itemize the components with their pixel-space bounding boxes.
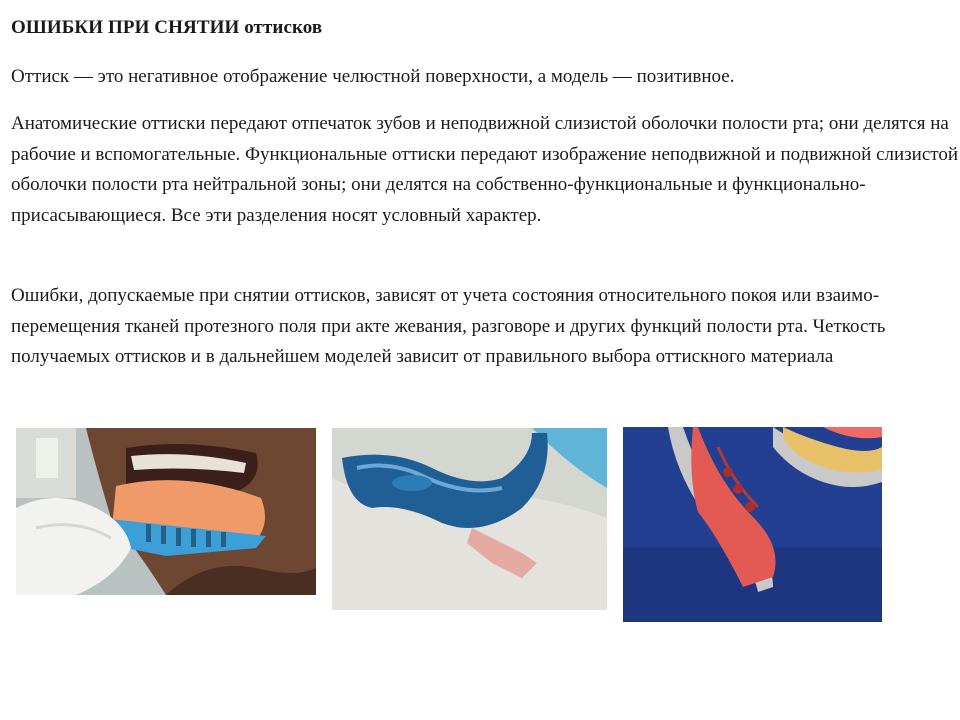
page-title: ОШИБКИ ПРИ СНЯТИИ оттисков xyxy=(11,17,323,38)
photo-impression-tray-in-mouth xyxy=(16,428,316,595)
photo-blue-impression xyxy=(332,428,607,610)
paragraph-definition: Оттиск — это негативное отображение челюстной поверхности, а модель — позитивное. xyxy=(11,66,735,87)
paragraph-errors: Ошибки, допускаемые при снятии оттисков, зависят от учета состояния относительного покоя или взаимо- перемещения тканей протезного поля при акте жевания, разговоре и других функций полости рта. Четкость получаемых оттисков и в дальнейшем моделей зависит от правильного выбора оттискного материала xyxy=(11,285,886,367)
paragraph-impression-types: Анатомические оттиски передают отпечаток зубов и неподвижной слизистой оболочки полости рта; они делятся на рабочие и вспомогательные. Функциональные оттиски передают изображение неподвижной и подвижной слизистой оболочки полости рта нейтральной зоны; они делятся на собственно-функциональные и функционально-присасывающиеся. Все эти разделения носят условный характер. xyxy=(11,113,959,226)
photo-red-impression-tray xyxy=(623,427,882,622)
